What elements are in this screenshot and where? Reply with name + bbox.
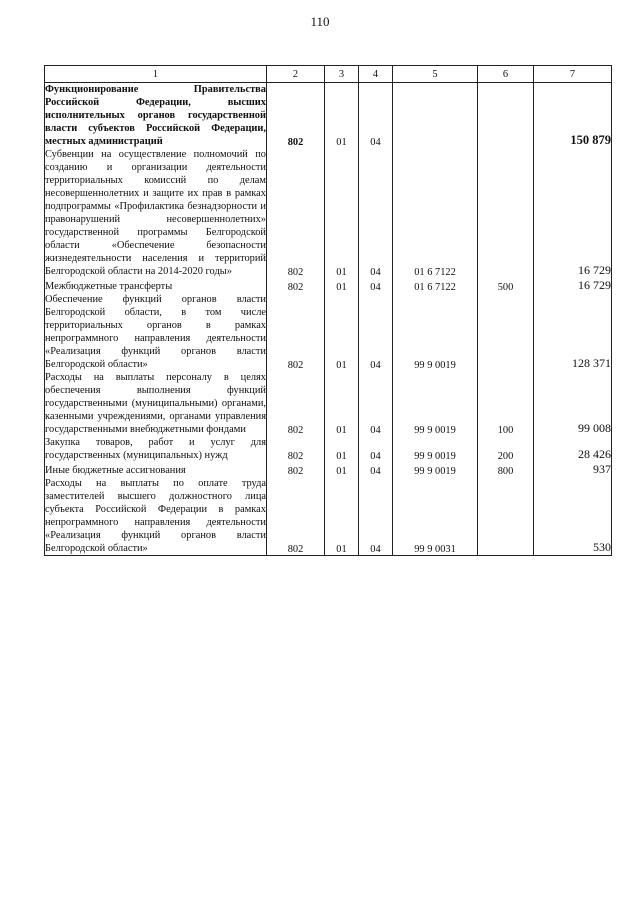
cell-section: 01 <box>325 462 359 477</box>
cell-amount: 28 426 <box>534 436 612 462</box>
cell-amount: 530 <box>534 477 612 556</box>
row-name: Межбюджетные трансферты <box>45 278 267 293</box>
cell-amount: 16 729 <box>534 278 612 293</box>
cell-ministry: 802 <box>267 462 325 477</box>
cell-ministry: 802 <box>267 293 325 371</box>
row-name: Расходы на выплаты персоналу в целях обеспечения выполнения функций государственными (муниципальными) органами, казенными учреждениями, органами управления государственными внебюджетными фондами <box>45 372 266 435</box>
cell-subsection: 04 <box>359 148 393 278</box>
column-header: 1 <box>45 66 267 83</box>
cell-target-article: 99 9 0019 <box>393 371 478 436</box>
cell-ministry: 802 <box>267 278 325 293</box>
cell-subsection: 04 <box>359 477 393 556</box>
cell-subsection: 04 <box>359 293 393 371</box>
cell-amount: 937 <box>534 462 612 477</box>
cell-ministry: 802 <box>267 436 325 462</box>
cell-subsection: 04 <box>359 436 393 462</box>
table-header-row <box>45 66 612 83</box>
cell-expense-type <box>478 83 534 149</box>
cell-section: 01 <box>325 477 359 556</box>
table-row <box>45 462 612 477</box>
cell-target-article: 99 9 0031 <box>393 477 478 556</box>
table-row <box>45 83 612 149</box>
row-name: Закупка товаров, работ и услуг для государственных (муниципальных) нужд <box>45 437 266 461</box>
row-name: Расходы на выплаты по оплате труда заместителей высшего должностного лица субъекта Российской Федерации в рамках непрограммного направления деятельности «Реализация функций органов власти Белгородской области» <box>45 478 266 554</box>
table-row <box>45 371 612 436</box>
cell-amount: 150 879 <box>534 83 612 149</box>
cell-section: 01 <box>325 278 359 293</box>
cell-expense-type <box>478 477 534 556</box>
cell-amount: 16 729 <box>534 148 612 278</box>
cell-amount: 128 371 <box>534 293 612 371</box>
cell-subsection: 04 <box>359 462 393 477</box>
cell-section: 01 <box>325 436 359 462</box>
cell-target-article <box>393 83 478 149</box>
cell-target-article: 99 9 0019 <box>393 436 478 462</box>
cell-section: 01 <box>325 293 359 371</box>
cell-subsection: 04 <box>359 371 393 436</box>
row-name: Иные бюджетные ассигнования <box>45 462 267 477</box>
table-row <box>45 436 612 462</box>
cell-target-article: 01 6 7122 <box>393 278 478 293</box>
column-header: 3 <box>325 66 359 83</box>
table-row <box>45 293 612 371</box>
cell-expense-type <box>478 148 534 278</box>
cell-ministry: 802 <box>267 148 325 278</box>
column-header: 2 <box>267 66 325 83</box>
cell-expense-type: 500 <box>478 278 534 293</box>
cell-expense-type: 800 <box>478 462 534 477</box>
row-name: Субвенции на осуществление полномочий по созданию и организации деятельности территориальных комиссий по делам несовершеннолетних и защите их прав в рамках подпрограммы «Профилактика безнадзорности и правонарушений несовершеннолетних» государственной программы Белгородской области «Обеспечение безопасности жизнедеятельности населения и территорий Белгородской области на 2014-2020 годы» <box>45 149 266 277</box>
page-number: 110 <box>310 14 330 29</box>
cell-target-article: 01 6 7122 <box>393 148 478 278</box>
column-header: 4 <box>359 66 393 83</box>
cell-ministry: 802 <box>267 83 325 149</box>
column-header: 7 <box>534 66 612 83</box>
table-row <box>45 148 612 278</box>
cell-target-article: 99 9 0019 <box>393 462 478 477</box>
cell-amount: 99 008 <box>534 371 612 436</box>
row-name: Обеспечение функций органов власти Белгородской области, в том числе территориальных органов в рамках непрограммного направления деятельности «Реализация функций органов власти Белгородской области» <box>45 294 266 370</box>
column-header: 6 <box>478 66 534 83</box>
column-header: 5 <box>393 66 478 83</box>
cell-expense-type <box>478 293 534 371</box>
cell-expense-type: 200 <box>478 436 534 462</box>
cell-section: 01 <box>325 371 359 436</box>
cell-expense-type: 100 <box>478 371 534 436</box>
row-name: Функционирование Правительства Российской Федерации, высших исполнительных органов государственной власти субъектов Российской Федерации, местных администраций <box>45 84 266 147</box>
cell-section: 01 <box>325 83 359 149</box>
budget-table <box>44 65 612 556</box>
cell-subsection: 04 <box>359 83 393 149</box>
cell-target-article: 99 9 0019 <box>393 293 478 371</box>
cell-ministry: 802 <box>267 477 325 556</box>
cell-subsection: 04 <box>359 278 393 293</box>
cell-ministry: 802 <box>267 371 325 436</box>
cell-section: 01 <box>325 148 359 278</box>
table-row <box>45 477 612 556</box>
table-row <box>45 278 612 293</box>
